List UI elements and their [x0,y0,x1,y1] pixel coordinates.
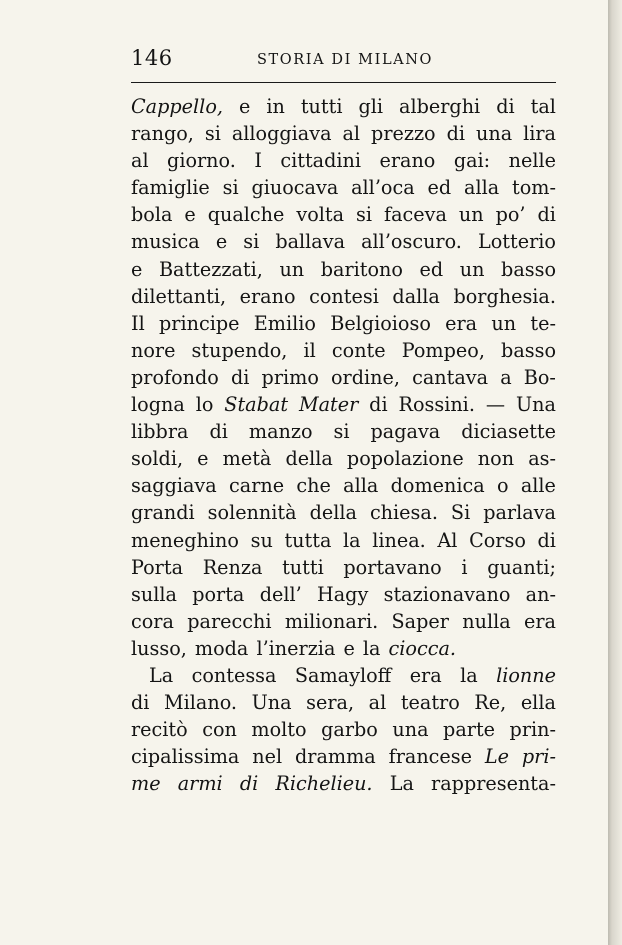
word: lionne [496,663,556,687]
word: che [296,474,331,498]
word: volta [296,203,345,227]
word: lusso, [131,636,187,660]
word: po’ [495,203,526,227]
word: popolazione [346,447,464,471]
text-line [131,337,556,364]
text-line [131,391,556,418]
word: tutti [300,95,343,118]
word: domenica [390,474,485,498]
word: armi [177,772,223,796]
text-line [131,364,556,391]
word: la [460,663,478,687]
word: Il [131,311,145,335]
text-line [131,418,556,445]
text-line [131,662,556,689]
word: primo [261,365,319,389]
word: milionari. [284,609,379,633]
word: di [209,420,228,444]
word: Mater [298,393,359,417]
page-header [131,46,556,72]
word: Battezzati, [158,257,263,281]
word: erano [239,284,296,308]
word: famiglie [131,176,210,200]
word: recitò [131,718,188,742]
header-rule [131,82,556,83]
text-line [131,445,556,472]
word: si [356,203,373,227]
word: a [500,365,512,389]
word: al [131,149,149,173]
word: si [333,420,350,444]
word: pagava [370,420,441,444]
word: tal [530,95,556,118]
word: La [149,663,174,687]
word: all’oscuro. [361,230,462,254]
word: alloggiava [231,122,332,146]
word: an- [525,582,556,606]
text-line [131,689,556,716]
word: e [184,203,196,227]
word: Pompeo, [401,338,485,362]
word: molto [251,718,307,742]
text-line [131,120,556,147]
text-line [131,310,556,337]
word: un [459,257,485,281]
page-edge-shadow [608,0,622,945]
word: stazionavano [383,582,511,606]
word: giorno. [167,149,236,173]
word: Samayloff [294,663,392,687]
word: prin- [509,718,556,742]
word: di [537,203,556,227]
word: dilettanti, [131,284,227,308]
word: si [222,176,239,200]
word: parlava [483,501,556,525]
word: qualche [207,203,285,227]
word: I [254,149,262,173]
word: metà [222,447,272,471]
word: garbo [321,718,378,742]
word: saggiava [131,474,217,498]
word: su [250,528,273,552]
word: te- [530,311,556,335]
word: al [368,691,387,715]
word: la [343,528,361,552]
word: grandi [131,501,195,525]
word: era [445,311,478,335]
word: carne [229,474,285,498]
word: guanti; [487,555,556,579]
word: Rossini. [398,393,475,417]
word: Corso [469,528,526,552]
word: e [343,636,355,660]
word: erano [379,149,436,173]
word: porta [192,582,245,606]
text-line [131,256,556,283]
text-line [131,283,556,310]
word: nel [252,745,283,769]
word: alberghi [399,95,481,118]
word: solennità [207,501,297,525]
word: tutti [282,555,324,579]
text-line [131,472,556,499]
word: dalla [392,284,440,308]
word: basso [501,257,556,281]
text-line [131,770,556,797]
text-line [131,527,556,554]
word: chiesa. [369,501,438,525]
word: rango, [131,122,194,146]
word: Belgioioso [330,311,431,335]
word: parecchi [187,609,272,633]
word: bola [131,203,173,227]
word: baritono [320,257,403,281]
word: Saper [391,609,449,633]
word: Cappello, [131,95,223,118]
word: alla [464,176,500,200]
word: ballava [275,230,346,254]
word: con [202,718,237,742]
word: faceva [383,203,447,227]
word: si [243,230,260,254]
word: Richelieu. [275,772,373,796]
word: una [475,122,513,146]
word: Al [437,528,458,552]
word: tom- [512,176,556,200]
running-title: STORIA DI MILANO [257,52,434,68]
word: ed [427,176,452,200]
text-line [131,608,556,635]
word: prezzo [371,122,436,146]
word: lo [195,393,214,417]
word: di [496,95,515,118]
text-line [131,201,556,228]
word: Stabat [224,393,289,417]
word: di [131,691,150,715]
word: tutta [284,528,332,552]
word: l’inerzia [256,636,336,660]
word: libbra [131,420,189,444]
word: portavano [343,555,442,579]
word: Le [484,745,509,769]
word: e [131,257,143,281]
word: all’oca [351,176,415,200]
word: nore [131,338,176,362]
word: un [458,203,484,227]
word: conte [331,338,386,362]
word: me [131,772,161,796]
word: di [446,122,466,146]
word: non [477,447,515,471]
word: francese [388,745,472,769]
word: logna [131,393,185,417]
word: diciasette [461,420,556,444]
page-number: 146 [131,46,173,70]
word: lira [523,122,556,146]
word: gai: [453,149,491,173]
word: era [524,609,556,633]
word: e [197,447,209,471]
word: parte [443,718,496,742]
word: di [239,772,259,796]
word: musica [131,230,200,254]
word: Una [515,393,556,417]
word: soldi, [131,447,184,471]
word: era [409,663,442,687]
text-line [131,581,556,608]
text-line [131,499,556,526]
word: si [204,122,221,146]
word: borghesia. [453,284,556,308]
word: Re, [474,691,507,715]
body-text [131,93,556,797]
word: di [537,528,556,552]
word: nulla [462,609,511,633]
word: teatro [400,691,460,715]
word: Emilio [253,311,316,335]
word: cantava [412,365,489,389]
text-line [131,174,556,201]
word: Hagy [317,582,369,606]
text-line [131,93,556,120]
word: cittadini [280,149,362,173]
text-line [131,716,556,743]
word: principe [159,311,240,335]
word: una [392,718,429,742]
word: i [461,555,468,579]
word: cipalissima [131,745,240,769]
word: il [303,338,316,362]
word: Milano. [164,691,238,715]
word: giuocava [251,176,339,200]
word: as- [528,447,556,471]
word: Lotterio [478,230,556,254]
word: e [238,95,251,118]
word: basso [501,338,556,362]
word: manzo [248,420,313,444]
word: sulla [131,582,177,606]
word: in [266,95,285,118]
word: un [279,257,305,281]
text-line [131,743,556,770]
word: contessa [191,663,277,687]
text-line [131,554,556,581]
word: ciocca. [388,636,456,660]
word: la [362,636,381,660]
word: un [491,311,517,335]
word: rappresenta- [431,772,556,796]
word: Porta [131,555,184,579]
word: gli [358,95,384,118]
word: ella [520,691,556,715]
word: dell’ [259,582,302,606]
word: ordine, [331,365,400,389]
word: stupendo, [191,338,288,362]
word: e [215,230,228,254]
word: Renza [202,555,263,579]
word: linea. [372,528,426,552]
word: — [485,393,506,417]
word: Una [251,691,292,715]
text-line [131,635,556,662]
word: al [342,122,361,146]
word: meneghino [131,528,239,552]
word: alla [343,474,379,498]
word: contesi [309,284,379,308]
word: della [309,501,357,525]
text-line [131,228,556,255]
word: cora [131,609,174,633]
text-line [131,147,556,174]
word: dramma [294,745,376,769]
word: della [285,447,333,471]
word: Si [450,501,471,525]
word: nelle [508,149,556,173]
word: ed [419,257,444,281]
word: La [389,772,414,796]
word: di [230,365,250,389]
word: o [496,474,509,498]
word: sera, [306,691,355,715]
word: alle [520,474,556,498]
word: moda [194,636,249,660]
word: di [369,393,388,417]
word: pri- [521,745,556,769]
word: Bo- [523,365,556,389]
word: profondo [131,365,219,389]
